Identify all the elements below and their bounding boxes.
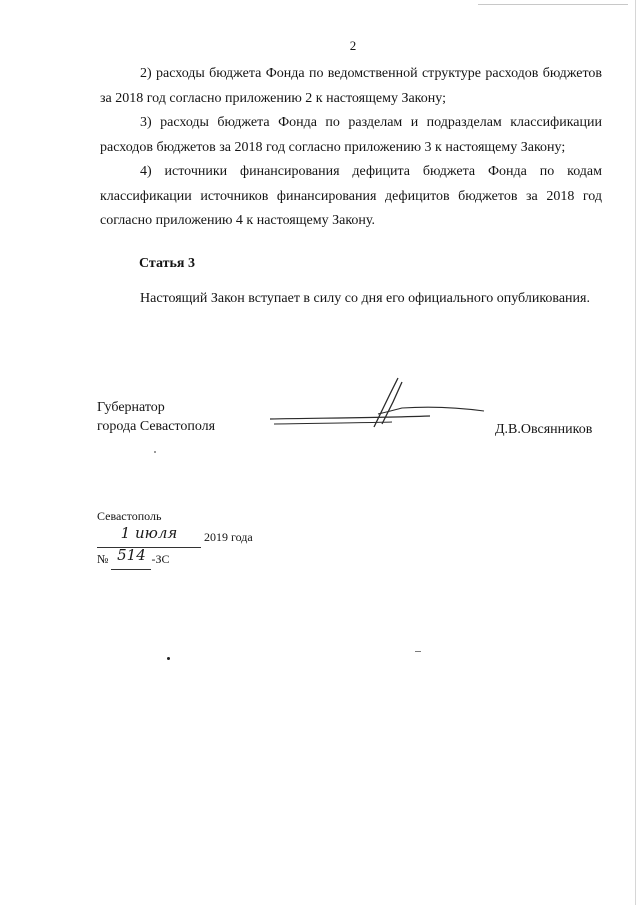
number-handwritten: 514 <box>117 546 146 564</box>
handwritten-signature <box>262 372 492 432</box>
article-heading: Статья 3 <box>139 256 195 271</box>
number-prefix: № <box>97 552 109 566</box>
signatory-title-line2: города Севастополя <box>97 419 216 434</box>
enactment-date <box>97 526 253 548</box>
enactment-city: Севастополь <box>97 509 162 523</box>
number-field <box>111 548 151 570</box>
enactment-number <box>97 548 253 570</box>
signatory-name: Д.В.Овсянников <box>495 422 593 437</box>
scan-speck <box>154 451 156 453</box>
list-item-text: 4) источники финансирования дефицита бюджета Фонда по кодам классификации источников финансирования дефицитов бюджетов за 2018 год согласно приложению 4 к настоящему Закону. <box>100 164 602 228</box>
number-suffix: -ЗС <box>151 552 170 566</box>
list-item <box>100 160 602 234</box>
scan-speck <box>167 657 170 660</box>
date-handwritten: 1 июля <box>120 524 178 542</box>
list-item <box>100 111 602 160</box>
scan-edge-top <box>478 4 628 5</box>
article-text <box>100 287 602 312</box>
article-text-body: Настоящий Закон вступает в силу со дня его официального опубликования. <box>140 291 590 306</box>
list-item-text: 2) расходы бюджета Фонда по ведомственной структуре расходов бюджетов за 2018 год согласно приложению 2 к настоящему Закону; <box>100 66 602 106</box>
date-year: 2019 года <box>204 530 253 544</box>
enactment-block <box>97 506 253 570</box>
scan-edge-right <box>635 0 636 905</box>
list-item <box>100 62 602 111</box>
page-number: 2 <box>349 38 357 53</box>
date-field <box>97 526 201 548</box>
scan-speck <box>415 651 421 652</box>
signatory-title-line1: Губернатор <box>97 400 165 415</box>
signatory-title <box>97 398 215 436</box>
list-item-text: 3) расходы бюджета Фонда по разделам и подразделам классификации расходов бюджетов за 2018 год согласно приложению 3 к настоящему Закону; <box>100 115 602 155</box>
